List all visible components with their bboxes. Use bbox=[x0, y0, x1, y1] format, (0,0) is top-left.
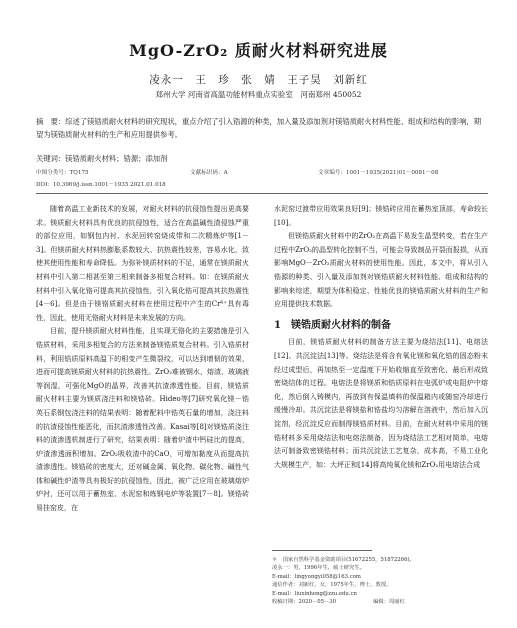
header-divider bbox=[36, 193, 488, 194]
clc-number: 中图分类号：TQ175 bbox=[36, 170, 89, 176]
left-column bbox=[36, 203, 249, 516]
author-list: 凌永一 王 珍 张 婧 王子昊 刘新红 bbox=[149, 74, 368, 86]
footnote-line: E-mail：lingyongyi058@163.com bbox=[272, 573, 361, 580]
footnote bbox=[272, 556, 488, 606]
abstract: 摘 要：综述了镁锆质耐火材料的研究现状，重点介绍了引入锆源的种类，加入量及添加剂对镁锆质耐火材料性能、组成和结构的影响，期望为镁锆质耐火材料的生产和应用提供参考。 bbox=[36, 117, 482, 139]
keywords: 关键词：镁锆质耐火材料；锆源；添加剂 bbox=[36, 154, 168, 163]
footnote-line: ＊ 国家自然科学基金资助项目(51672255，51872266)。 bbox=[272, 557, 415, 563]
section-title: 镁锆质耐火材料的制备 bbox=[290, 319, 391, 331]
paper-title: MgO-ZrO₂ 质耐火材料研究进展 bbox=[129, 41, 388, 60]
body-paragraph: 水泥窑过渡带应用效果良好[9]；镁锆砖应用在蓄热室顶部，寿命较长[10]。 bbox=[274, 205, 488, 227]
doi: DOI：10.3969/j.issn.1001－1935.2021.01.018 bbox=[36, 182, 166, 188]
footnote-divider bbox=[272, 550, 372, 551]
body-paragraph: 目前，提升镁质耐火材料性能，且实现无铬化的主要措施是引入锆质材料，采用多相复合的方法来制备镁锆质复合材料。引入锆质材料，利用锆质原料高温下的相变产生微裂纹，可以达到增韧的效果，进而可提高镁质耐火材料的抗热震性。ZrO₂难被钢水、熔渣、玻璃液等润湿，可强化MgO的晶界，改善其抗渣渗透性能。目前，镁锆质耐火材料主要为镁质浇注料和镁锆砖。Hideo等[7]研究氧化镁－锆英石系钢包浇注料的结果表明：随着配料中锆英石量的增加，浇注料的抗渣侵蚀性能恶化，而抗渣渗透性改善。Kasai等[8]对镁锆质浇注料的渣渗透机制进行了研究，结果表明：随着炉渣中钙硅比的提高，炉渣渗透面积增加。ZrO₂吸收渣中的CaO，可增加黏度从而提高抗渣渗透性。镁锆砖的密度大，还对碱金属、氧化物、碳化物、碱性气体和碱性炉渣等具有极好的抗侵蚀性，因此，被广泛应用在玻璃熔炉炉衬，还可以用于蓄热室、水泥窑和炼钢电炉等装置[7－8]。镁锆砖易挂窑皮，在 bbox=[36, 327, 249, 513]
section-number: 1 bbox=[274, 319, 281, 331]
body-paragraph: 随着高温工业新技术的发展，对耐火材料的抗侵蚀性提出更高要求。镁质耐火材料具有优良的抗侵蚀性，适合在高温碱性渣侵蚀严重的部位应用，如钢包内衬、水泥回转窑烧成带和二次精炼炉等[1－3]。但镁质耐火材料热膨胀系数较大、抗热震性较差，容易水化，致使其使用性能和寿命降低。为弥补镁质材料的不足，通常在镁质耐火材料中引入第二相甚至第三相来制备多相复合材料。如：在镁质耐火材料中引入氧化铬可提高其抗侵蚀性，引入氧化锆可提高其抗热震性[4－6]。但是由于镁铬质耐火材料在使用过程中产生的Cr⁶⁺具有毒性，因此，使用无铬耐火材料是未来发展的方向。 bbox=[36, 205, 249, 322]
document-code: 文献标识码：A bbox=[190, 170, 228, 176]
affiliation: 郑州大学 河南省高温功能材料重点实验室 河南郑州 450052 bbox=[155, 90, 362, 99]
body-paragraph: 目前，镁锆质耐火材料的制备方法主要为烧结法[11]、电熔法[12]、共沉淀法[13]等。烧结法是将含有氧化镁和氧化锆的固态粉末经过成型后，再加热至一定温度下开始收缩直至致密化，最后形成致密烧结体的过程。电熔法是将镁质和锆质原料在电弧炉或电阻炉中熔化，然后倒入铸模内，再放到有保温填料的保温箱内或随窑冷却进行缓慢冷却。共沉淀法是将镁盐和锆盐均匀溶解在溶液中，然后加入沉淀剂，经沉淀反应而制得镁锆质材料。目前，在耐火材料中采用的镁锆材料多采用烧结法和电熔法制备，因为烧结法工艺相对简单，电熔法可制备致密镁锆材料；而共沉淀法工艺复杂，成本高，不易工业化大规模生产，如：大坪正和[14]将高纯氧化镁和ZrO₂用电熔法合成 bbox=[274, 338, 488, 469]
footnote-line: E-mail：liuxinhong@zzu.edu.cn bbox=[272, 590, 357, 597]
footnote-line: 凌永一：男，1996年生，硕士研究生。 bbox=[272, 565, 365, 572]
footnote-line: 通信作者：刘新红，女，1975年生，博士，教授。 bbox=[272, 582, 392, 589]
right-column bbox=[274, 203, 488, 472]
article-number: 文章编号：1001－1935(2021)01－0081－08 bbox=[318, 170, 439, 176]
footnote-line: 收稿日期：2020－05－30 编辑：周丽红 bbox=[272, 599, 405, 606]
body-paragraph: 但镁锆质耐火材料中的ZrO₂在高温下易发生晶型转变，若在生产过程中ZrO₂的晶型转化控制不当，可能会导致制品开裂而报损，从而影响MgO－ZrO₂质耐火材料的使用性能。因此，本文中，将从引入锆源的种类、引入量及添加剂对镁锆质耐火材料性能、组成和结构的影响来综述，期望为体积稳定、性能优良的镁锆质耐火材料的生产和应用提供技术数据。 bbox=[274, 232, 488, 309]
section-heading bbox=[274, 319, 488, 333]
